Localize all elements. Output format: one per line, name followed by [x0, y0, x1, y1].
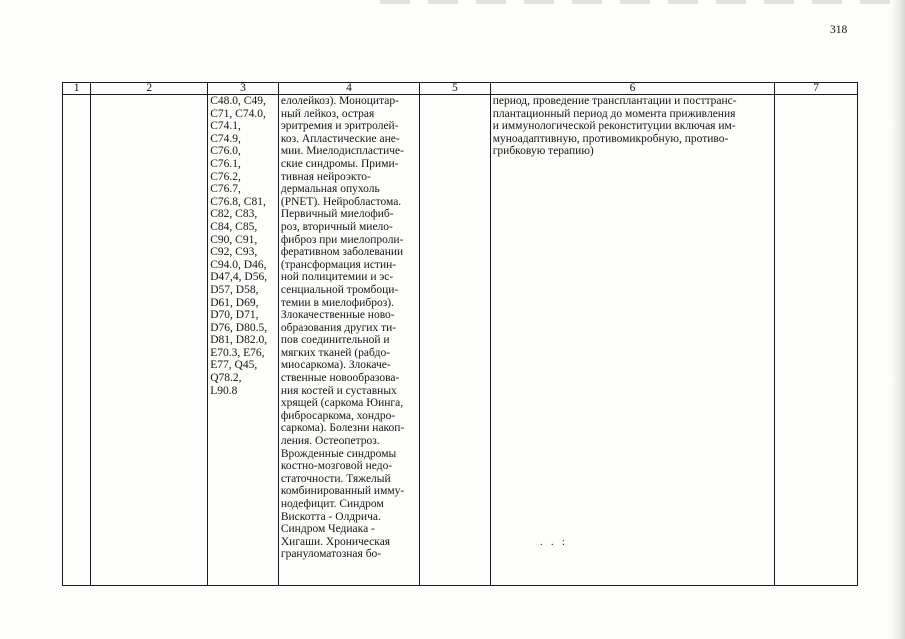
column-number-1: 1 — [63, 83, 91, 95]
column-number-6: 6 — [490, 83, 775, 95]
scan-edge-shadow — [891, 0, 905, 639]
treatment-method-text: период, проведение трансплантации и посттранс- плантационный период до момента приживления и иммунологической реконституции включая им- муноадаптивную, противомикробную, противо- грибковую терапию) — [492, 95, 737, 158]
column-number-5: 5 — [420, 83, 491, 95]
column-number-4: 4 — [278, 83, 419, 95]
column-number-7: 7 — [775, 83, 858, 95]
cell-col-1 — [63, 95, 91, 586]
cell-col-2 — [91, 95, 208, 586]
column-number-3: 3 — [208, 83, 279, 95]
column-number-2: 2 — [91, 83, 208, 95]
treatment-method-cell — [490, 95, 775, 586]
diagnoses-cell — [278, 95, 419, 586]
icd-codes-text: C48.0, C49, C71, C74.0, C74.1, C74.9, C76.0, C76.1, C76.2, C76.7, C76.8, C81, C82, C83, C84, C85, C90, C91, C92, C93, C94.0, D46, D47,4, D56, D57, D58, D61, D69, D70, D71, D76, D80.5, D81, D82.0, E70.3, E76, E77, Q45, Q78.2, L90.8 — [210, 95, 268, 397]
scan-top-artifact — [380, 0, 900, 4]
medical-care-table — [62, 82, 858, 586]
stray-scan-mark: . . : — [540, 537, 568, 548]
cell-col-7 — [775, 95, 858, 586]
column-number-row — [63, 83, 858, 95]
icd-codes-cell — [208, 95, 279, 586]
cell-col-5 — [420, 95, 491, 586]
diagnoses-text: елолейкоз). Моноцитар- ный лейкоз, острая эритремия и эритролей- коз. Апластические ане- мии. Миелодиспластиче- ские синдромы. Прими- тивная нейроэкто- дермальная опухоль (PNET). Нейробластома. Первичный миелофиб- роз, вторичный миело- фиброз при миелопроли- феративном заболевании (трансформация истин- ной полицитемии и эс- сенциальной тромбоци- темии в миелофиброз). Злокачественные ново- образования других ти- пов соединительной и мягких тканей (рабдо- миосаркома). Злокаче- ственные новообразова- ния костей и суставных хрящей (саркома Юинга, фибросаркома, хондро- саркома). Болезни накоп- ления. Остеопетроз. Врожденные синдромы костно-мозговой недо- статочности. Тяжелый комбинированный имму- нодефицит. Синдром Вискотта - Олдрича. Синдром Чедиака - Хигаши. Хроническая грануломатозная бо- — [280, 95, 405, 561]
page-number: 318 — [830, 24, 848, 36]
table-row — [63, 95, 858, 586]
